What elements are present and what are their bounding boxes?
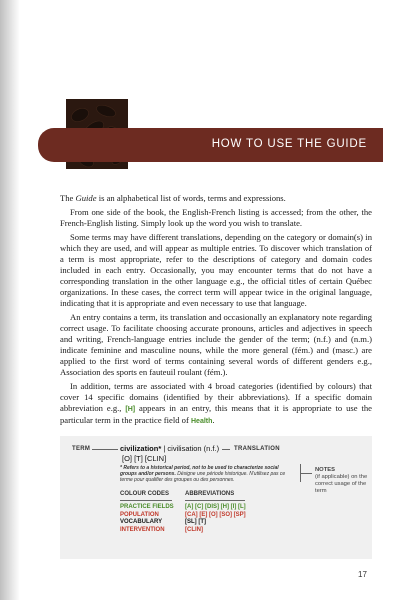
p1-lead: The [60,193,76,203]
paragraph-5 [60,381,372,427]
usage-note-en: * Refers to a historical period, not to be used to characterize social groups and/or persons. [120,465,279,477]
notes-title: NOTES [315,467,335,473]
colour-codes-rule [120,500,172,501]
body-text [60,193,372,430]
p5-part-a: In addition, terms are associated with 4 broad categories (identified by colours) that cover 14 specific domains (identified by their abbreviations). If a specific domain abbreviation e.g., [60,381,372,413]
abbr-intervention: [CLIN] [185,526,203,533]
notes-callout [315,467,370,495]
notes-subtitle: (if applicable) on the correct usage of the term [315,474,368,494]
section-title: HOW TO USE THE GUIDE [211,138,367,150]
abbreviations-list [185,504,246,534]
paragraph-1 [60,193,372,204]
page-number: 17 [358,570,367,579]
p5-part-b: appears in an entry, this means that it is appropriate to use the particular term in the practice field of [60,403,372,425]
usage-note-fr: Désigne une période historique. N'utilisez pas ce terme pour qualifier des groupes ou des personnes. [120,471,286,483]
colour-codes-heading: COLOUR CODES [120,491,170,497]
category-intervention: INTERVENTION [120,526,165,533]
colour-codes-list [120,504,174,534]
abbr-vocabulary: [SL] [T] [185,519,206,526]
section-banner [38,128,383,162]
guide-word: Guide [75,193,97,203]
translation-label: TRANSLATION [234,446,280,452]
abbreviations-rule [185,500,245,501]
paragraph-3: Some terms may have different translations, depending on the category or domain(s) in which they are used, and will appear as multiple entries. To discover which translation of a term is most appropriate, refer to the descriptions of category and domain codes included in each entry. Occasionally, you may encounter terms that do not have a corresponding translation in the other language e.g., the official titles of certain Québec organizations. In these cases, the correct term will appear twice in the original language, indicating that it is appropriate and even necessary to use that language. [60,232,372,308]
paragraph-4: An entry contains a term, its translation and occasionally an explanatory note regarding correct usage. To facilitate choosing accurate pronouns, articles and adjectives in speech and writing, French-language entries include the gender of the term; (n.f.) and (n.m.) indicate feminine and masculine nouns, while the more general (fém.) and (masc.) are applied to the first word of terms containing several words of different genders e.g., Association des sports en fauteuil roulant (fém.). [60,312,372,377]
entry-diagram [60,436,372,559]
entry-separator: | [163,444,166,453]
translation-pointer-line [222,449,230,450]
paragraph-2: From one side of the book, the English-French listing is accessed; from the other, the French-English listing. Simply look up the word you wish to translate. [60,207,372,228]
p5-end: . [212,415,215,425]
entry-translation: civilisation (n.f.) [167,444,220,453]
category-practice-fields: PRACTICE FIELDS [120,504,174,510]
abbr-population: [CA] [E] [O] [SO] [SP] [185,511,246,518]
practice-field-health: Health [191,418,213,425]
entry-term: civilization* [120,444,162,453]
abbr-practice-fields: [A] [C] [DIS] [H] [I] [L] [185,504,246,510]
term-label: TERM [72,446,91,452]
domain-code-example: [H] [125,406,136,413]
notes-pointer-line [300,473,312,474]
p1-rest: is an alphabetical list of words, terms and expressions. [98,193,286,203]
category-vocabulary: VOCABULARY [120,519,163,526]
abbreviations-heading: ABBREVIATIONS [185,491,235,497]
sample-entry [120,444,219,453]
category-population: POPULATION [120,511,159,518]
term-pointer-line [92,449,118,450]
page-edge-shadow [0,0,20,600]
usage-note [120,465,295,483]
entry-codes: [O] [T] [CLIN] [122,454,167,463]
